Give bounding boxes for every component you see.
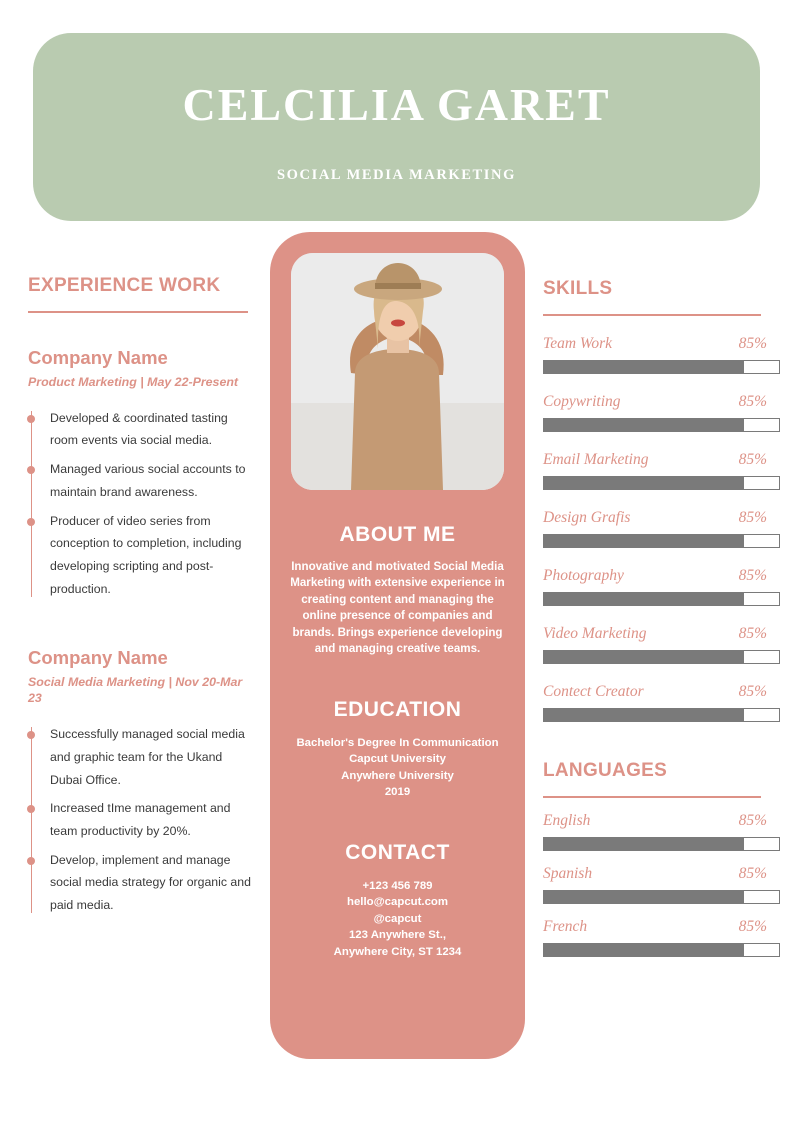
skill-item [543, 683, 767, 722]
section-divider [543, 796, 761, 798]
bullet-dot-icon [27, 415, 35, 423]
bullet-text: Developed & coordinated tasting room events via social media. [50, 410, 228, 448]
portrait-photo-icon [291, 253, 504, 490]
list-item [50, 510, 254, 601]
about-text: Innovative and motivated Social Media Marketing with extensive experience in creating content and managing the online presence of companies and brands. Brings experience developing and managing creative teams. [290, 560, 505, 656]
company-name: Company Name [28, 646, 168, 668]
skill-item [543, 451, 767, 490]
skill-label: Team Work [543, 335, 613, 352]
bullet-text: Develop, implement and manage social media strategy for organic and paid media. [50, 852, 251, 913]
skill-bar [543, 650, 780, 664]
language-bar-fill [544, 838, 744, 850]
skill-label: Video Marketing [543, 625, 647, 642]
skill-item [543, 509, 767, 548]
skill-percent: 85% [738, 451, 767, 468]
section-divider [28, 311, 248, 313]
skill-item [543, 393, 767, 432]
skill-label: Photography [543, 567, 624, 584]
language-bar [543, 943, 780, 957]
skill-percent: 85% [738, 567, 767, 584]
education-line: Capcut University [349, 753, 446, 766]
experience-item [28, 347, 254, 601]
section-divider [543, 314, 761, 316]
skill-bar [543, 534, 780, 548]
list-item [50, 458, 254, 503]
skill-item [543, 567, 767, 606]
language-label: French [543, 918, 588, 935]
skill-bar-fill [544, 709, 744, 721]
language-item [543, 812, 767, 851]
education-line: 2019 [384, 786, 411, 799]
skill-bar-fill [544, 419, 744, 431]
contact-phone: +123 456 789 [362, 879, 433, 892]
skill-bar [543, 592, 780, 606]
skill-percent: 85% [738, 625, 767, 642]
language-bar-fill [544, 944, 744, 956]
skill-item [543, 625, 767, 664]
skill-label: Copywriting [543, 393, 621, 410]
language-label: English [543, 812, 591, 829]
education-line: Anywhere University [341, 769, 454, 782]
skills-column [543, 278, 767, 957]
avatar [291, 253, 504, 490]
experience-section-title: EXPERIENCE WORK [28, 275, 221, 296]
page-title: CELCILIA GARET [182, 79, 611, 131]
job-role: Social Media Marketing | Nov 20-Mar 23 [28, 674, 243, 706]
bullet-dot-icon [27, 805, 35, 813]
education-line: Bachelor's Degree In Communication [296, 736, 499, 749]
skill-item [543, 335, 767, 374]
bullet-text: Producer of video series from conception to completion, including developing scripting and post-production. [50, 513, 242, 596]
bullet-text: Successfully managed social media and graphic team for the Ukand Dubai Office. [50, 727, 245, 787]
skill-percent: 85% [738, 683, 767, 700]
contact-handle: @capcut [373, 912, 422, 925]
skill-bar [543, 360, 780, 374]
bullet-dot-icon [27, 731, 35, 739]
contact-email: hello@capcut.com [347, 896, 448, 909]
contact-address-line-1: 123 Anywhere St., [348, 929, 447, 942]
skill-percent: 85% [738, 335, 767, 352]
language-percent: 85% [738, 812, 767, 829]
education-details [284, 735, 511, 801]
experience-item [28, 647, 254, 917]
language-percent: 85% [738, 918, 767, 935]
job-role: Product Marketing | May 22-Present [28, 375, 239, 389]
skill-bar-fill [544, 651, 744, 663]
skill-bar [543, 708, 780, 722]
contact-address-line-2: Anywhere City, ST 1234 [333, 945, 462, 958]
contact-details [284, 878, 511, 961]
language-bar [543, 890, 780, 904]
skill-bar-fill [544, 535, 744, 547]
header-subtitle: SOCIAL MEDIA MARKETING [276, 166, 517, 183]
language-label: Spanish [543, 865, 593, 882]
bullet-timeline [31, 727, 32, 913]
contact-heading: CONTACT [345, 840, 450, 864]
bullet-dot-icon [27, 518, 35, 526]
about-heading: ABOUT ME [339, 523, 456, 546]
language-item [543, 918, 767, 957]
skill-percent: 85% [738, 393, 767, 410]
skills-section-title: SKILLS [543, 278, 613, 299]
skill-bar [543, 418, 780, 432]
list-item [50, 849, 254, 917]
skill-bar-fill [544, 477, 744, 489]
list-item [50, 797, 254, 842]
resume-header [33, 33, 760, 221]
job-bullets [28, 723, 254, 917]
bullet-timeline [31, 411, 32, 597]
skill-percent: 85% [738, 509, 767, 526]
bullet-text: Increased tIme management and team productivity by 20%. [50, 801, 231, 839]
languages-section-title: LANGUAGES [543, 760, 668, 781]
languages-section [543, 760, 767, 957]
bullet-dot-icon [27, 857, 35, 865]
list-item [50, 723, 254, 791]
company-name: Company Name [28, 347, 168, 368]
language-bar-fill [544, 891, 744, 903]
profile-panel [270, 232, 525, 1059]
experience-column [28, 275, 254, 923]
education-heading: EDUCATION [333, 697, 462, 721]
skill-bar-fill [544, 593, 744, 605]
language-percent: 85% [738, 865, 767, 882]
language-item [543, 865, 767, 904]
job-bullets [28, 407, 254, 601]
bullet-text: Managed various social accounts to maintain brand awareness. [50, 462, 246, 499]
skill-label: Contect Creator [543, 683, 644, 700]
skill-label: Design Grafis [543, 509, 631, 526]
skill-bar [543, 476, 780, 490]
bullet-dot-icon [27, 466, 35, 474]
skill-label: Email Marketing [543, 451, 649, 468]
list-item [50, 407, 254, 452]
skill-bar-fill [544, 361, 744, 373]
language-bar [543, 837, 780, 851]
